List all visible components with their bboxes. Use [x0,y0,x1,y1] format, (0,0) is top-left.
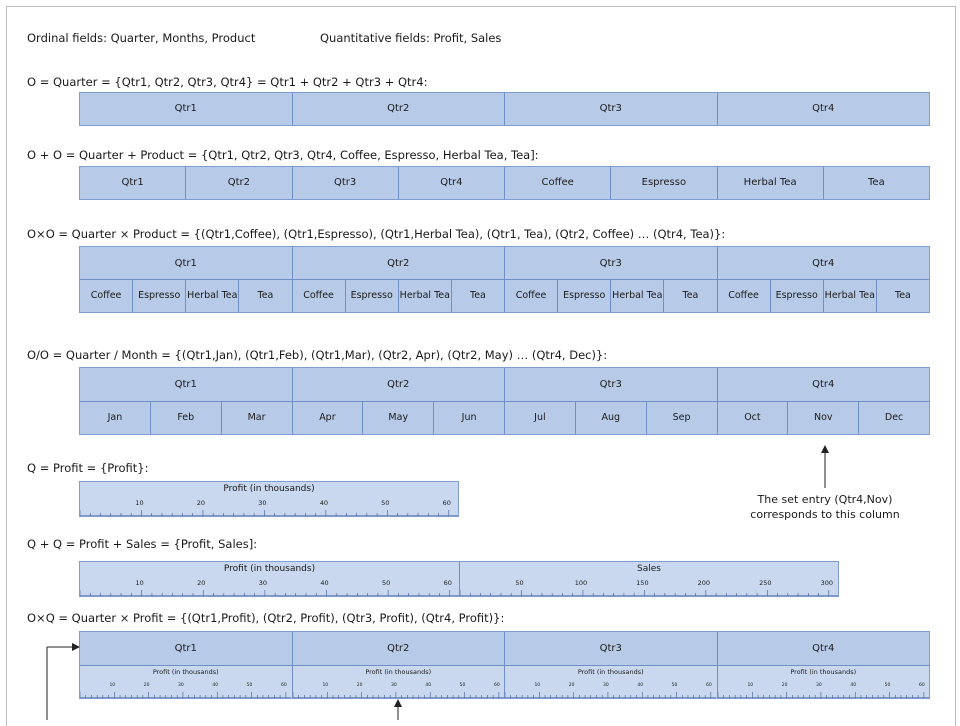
o-plus-o-formula: O + O = Quarter + Product = {Qtr1, Qtr2, Qtr3, Qtr4, Coffee, Espresso, Herbal Tea, Tea]: [27,148,539,162]
product-cell: Coffee [728,290,759,301]
axis-ruler [80,678,291,698]
month-cell: May [362,402,433,434]
sales-axis-segment [460,562,838,596]
axis-tick-label: 40 [637,683,644,688]
product-cell: Tea [238,280,291,312]
month-cell: Aug [575,402,646,434]
quarter-group [292,247,505,312]
concat-cell: Qtr3 [292,167,398,199]
axis-tick-label: 60 [280,683,287,688]
month-row [293,402,505,434]
month-row [80,402,292,434]
axis-tick-label: 60 [493,683,500,688]
profit-axis-cell [718,666,930,698]
profit-axis-cell [505,666,717,698]
quarter-header: Qtr1 [80,247,292,280]
axis-tick-label: 60 [443,579,452,587]
profit-axis-cell [293,666,505,698]
product-cell: Coffee [515,290,547,301]
o-cross-o-band [79,246,930,313]
product-cell: Tea [451,280,504,312]
profit-sales-axis [79,561,839,597]
quarter-group [292,632,505,698]
q-plus-q-formula: Q + Q = Profit + Sales = {Profit, Sales]: [27,537,258,551]
concat-cell: Espresso [610,167,716,199]
quarter-header: Qtr2 [293,247,505,280]
month-row [718,402,930,434]
o-cross-o-formula: O×O = Quarter × Product = {(Qtr1,Coffee), (Qtr1,Espresso), (Qtr1,Herbal Tea), (Qtr1, Tea), (Qtr2, Coffee) … (Qtr4, Tea)}: [27,227,726,241]
product-row [80,280,292,312]
q-formula: Q = Profit = {Profit}: [27,461,149,475]
profit-axis-title: Profit (in thousands) [223,564,316,574]
quarter-group [504,632,717,698]
o-band [79,92,930,126]
quarter-header: Qtr3 [505,247,717,280]
product-cell: Espresso [132,280,185,312]
month-cell: Feb [150,402,221,434]
up-arrow-icon [818,444,832,490]
axis-tick-label: 100 [574,579,588,587]
month-cell: Apr [319,412,336,423]
axis-ruler [293,678,504,698]
axis-ruler [80,576,459,596]
month-row [505,402,717,434]
month-cell: Oct [744,412,761,423]
annotation-note [715,492,935,522]
axis-tick-label: 60 [442,499,451,507]
quarter-group [80,247,292,312]
axis-ruler [460,576,838,596]
axis-tick-label: 50 [515,579,524,587]
axis-tick-label: 30 [178,683,184,688]
product-cell: Herbal Tea [185,280,238,312]
o-nest-o-band [79,367,930,435]
quarter-header: Qtr3 [505,632,717,666]
month-cell: Dec [858,402,929,434]
axis-tick-label: 30 [390,683,397,688]
product-cell: Espresso [345,280,398,312]
quarter-header: Qtr2 [293,632,505,666]
product-cell: Coffee [303,290,334,301]
axis-tick-label: 250 [759,579,772,587]
profit-axis-title: Profit (in thousands) [223,484,315,494]
axis-tick-label: 40 [320,579,329,587]
month-cell: Jan [107,412,123,423]
month-cell: Mar [221,402,292,434]
axis-tick-label: 300 [820,579,833,587]
concat-cell: Qtr2 [185,167,291,199]
axis-tick-label: 60 [705,683,712,688]
product-cell: Coffee [90,290,122,301]
axis-tick-label: 10 [135,579,144,587]
product-row [505,280,717,312]
axis-tick-label: 50 [671,683,678,688]
profit-axis-segment [80,562,460,596]
axis-tick-label: 50 [246,683,253,688]
profit-axis-cell [80,666,292,698]
profit-axis-title: Profit (in thousands) [577,668,644,676]
axis-tick-label: 20 [196,499,206,507]
quarter-group [80,368,292,434]
axis-tick-label: 10 [109,683,116,688]
concat-cell: Coffee [504,167,610,199]
axis-tick-label: 30 [815,683,822,688]
axis-tick-label: 50 [381,579,391,587]
product-cell: Herbal Tea [823,280,876,312]
quarter-group [717,632,930,698]
quarter-cell: Qtr4 [717,93,930,125]
quarter-group [504,247,717,312]
profit-axis [79,481,459,517]
profit-axis-title: Profit (in thousands) [152,668,219,676]
quarter-header: Qtr1 [80,368,292,402]
concat-cell: Herbal Tea [717,167,823,199]
axis-tick-label: 10 [135,499,144,507]
quarter-cell: Qtr3 [504,93,717,125]
axis-tick-label: 40 [212,683,219,688]
up-pointer-arrow-icon [391,698,405,720]
quarter-cell: Qtr1 [174,103,197,114]
quarter-header: Qtr4 [718,632,930,666]
sales-axis-title: Sales [637,564,661,574]
o-cross-q-band [79,631,930,699]
axis-tick-label: 200 [697,579,711,587]
axis-ruler [505,678,716,698]
axis-tick-label: 10 [534,683,541,688]
concat-cell: Qtr1 [121,177,144,188]
axis-tick-label: 20 [568,683,575,688]
axis-tick-label: 20 [356,683,362,688]
product-cell: Tea [663,280,716,312]
quarter-group [717,368,930,434]
o-plus-o-band [79,166,930,200]
quarter-cell: Qtr2 [292,93,505,125]
axis-tick-label: 30 [603,683,609,688]
quarter-header: Qtr3 [505,368,717,402]
axis-tick-label: 20 [143,683,150,688]
axis-tick-label: 40 [319,499,328,507]
axis-tick-label: 50 [459,683,465,688]
month-cell: Jul [534,412,546,423]
annotation-line-1: The set entry (Qtr4,Nov) [757,493,893,506]
axis-tick-label: 60 [918,683,925,688]
month-cell: Jun [433,402,504,434]
axis-tick-label: 20 [781,683,787,688]
product-cell: Espresso [557,280,610,312]
axis-tick-label: 50 [884,683,890,688]
axis-tick-label: 40 [424,683,431,688]
axis-tick-label: 30 [258,499,267,507]
axis-tick-label: 40 [849,683,856,688]
product-cell: Herbal Tea [398,280,451,312]
quarter-header: Qtr2 [293,368,505,402]
quarter-header: Qtr1 [80,632,292,666]
quarter-group [80,632,292,698]
quarter-header: Qtr4 [718,247,930,280]
product-row [293,280,505,312]
quarter-group [717,247,930,312]
concat-cell: Tea [823,167,929,199]
quarter-header: Qtr4 [718,368,930,402]
profit-axis-title: Profit (in thousands) [790,668,857,676]
o-nest-o-formula: O/O = Quarter / Month = {(Qtr1,Jan), (Qtr1,Feb), (Qtr1,Mar), (Qtr2, Apr), (Qtr2, May) … (Qtr4, Dec)}: [27,348,608,362]
month-cell: Nov [787,402,858,434]
axis-tick-label: 10 [746,683,753,688]
annotation-line-2: corresponds to this column [750,508,900,521]
quarter-group [292,368,505,434]
product-cell: Espresso [770,280,823,312]
axis-ruler [80,496,458,516]
quantitative-fields-label: Quantitative fields: Profit, Sales [320,31,502,45]
month-cell: Sep [646,402,717,434]
quarter-group [504,368,717,434]
concat-cell: Qtr4 [398,167,504,199]
axis-tick-label: 50 [381,499,390,507]
product-row [718,280,930,312]
product-cell: Herbal Tea [610,280,663,312]
axis-tick-label: 10 [321,683,328,688]
o-formula: O = Quarter = {Qtr1, Qtr2, Qtr3, Qtr4} = Qtr1 + Qtr2 + Qtr3 + Qtr4: [27,75,428,89]
axis-ruler [718,678,929,698]
axis-tick-label: 150 [636,579,649,587]
ordinal-fields-label: Ordinal fields: Quarter, Months, Product [27,31,256,45]
profit-axis-title: Profit (in thousands) [365,668,432,676]
product-cell: Tea [876,280,929,312]
left-pointer-arrow-icon [40,641,82,720]
o-cross-q-formula: O×Q = Quarter × Profit = {(Qtr1,Profit), (Qtr2, Profit), (Qtr3, Profit), (Qtr4, Profit)}: [27,611,505,625]
axis-tick-label: 20 [197,579,206,587]
axis-tick-label: 30 [258,579,268,587]
